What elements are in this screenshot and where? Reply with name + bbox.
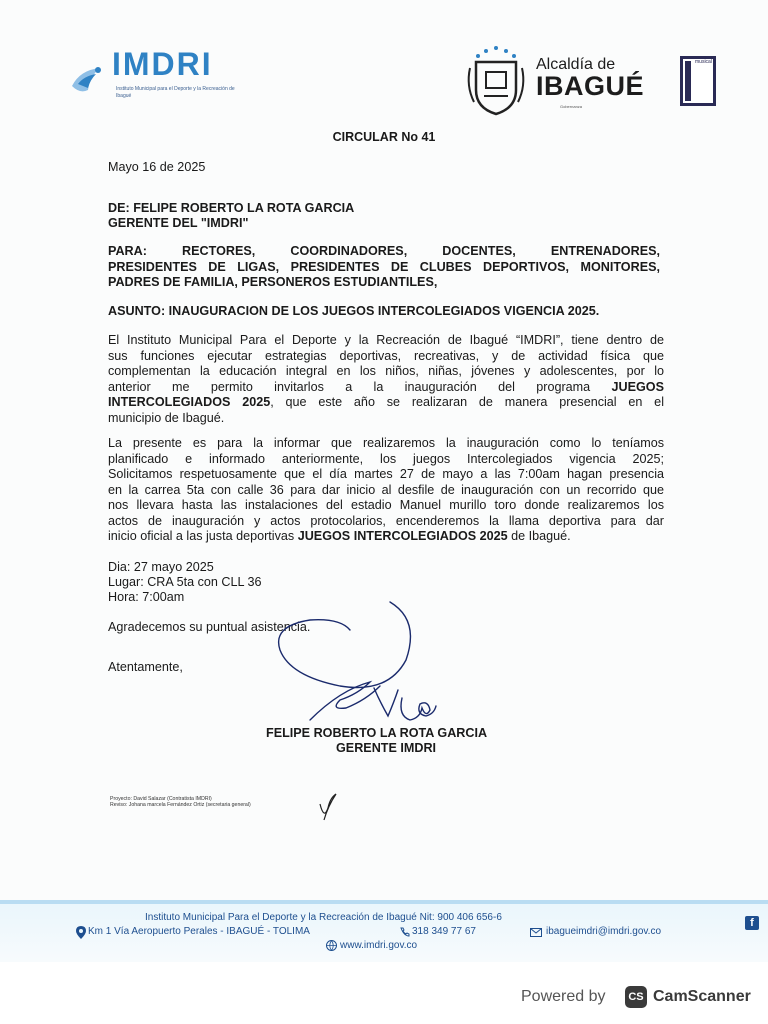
paragraph-line: Solicitamos respetuosamente que el día martes 27 de mayo a las 7:00am hagan presencia [108,467,664,481]
alcaldia-logo [462,40,662,120]
badge-stripe [685,61,691,101]
footer-email-link[interactable]: ibagueimdri@imdri.gov.co [546,926,662,937]
badge-label: musical [695,59,712,65]
paragraph-text: inicio oficial a las justa deportivas [108,529,295,543]
paragraph-line [108,395,664,411]
drafted-by-note: Proyecto: David Salazar (Contratista IMDRI) [110,796,212,802]
recipients-line: PARA: RECTORES, COORDINADORES, DOCENTES, ENTRENADORES, [108,244,660,258]
footer-address: Km 1 Vía Aeropuerto Perales - IBAGUÉ - TOLIMA [88,926,310,937]
event-time: Hora: 7:00am [108,590,185,604]
recipients-line: PADRES DE FAMILIA, PERSONEROS ESTUDIANTILES, [108,275,438,289]
recipients-block [108,244,660,291]
circular-title: CIRCULAR No 41 [332,130,436,144]
imdri-logo [70,44,240,114]
signer-role: GERENTE IMDRI [336,741,437,755]
event-place: Lugar: CRA 5ta con CLL 36 [108,575,262,589]
paragraph-line: La presente es para la informar que realizaremos la inauguración como lo teníamos [108,436,664,450]
alcaldia-city-name: IBAGUÉ [536,71,645,101]
footer-website-link[interactable]: www.imdri.gov.co [340,940,418,951]
globe-icon [326,940,337,951]
facebook-icon[interactable]: f [745,916,759,930]
imdri-emblem-icon [70,64,106,98]
sender-line: DE: FELIPE ROBERTO LA ROTA GARCIA [108,201,355,215]
city-seal-icon [462,42,530,116]
handwritten-signature-icon [270,590,450,740]
thanks-line: Agradecemos su puntual asistencia. [108,620,311,634]
alcaldia-label: Alcaldía de [536,56,616,73]
imdri-wordmark: IMDRI [112,46,213,82]
signer-name: FELIPE ROBERTO LA ROTA GARCIA [266,726,488,740]
program-name-bold: INTERCOLEGIADOS 2025 [108,395,271,409]
recipients-line: PRESIDENTES DE LIGAS, PRESIDENTES DE CLUBES DEPORTIVOS, MONITORES, [108,259,660,274]
footer-phone[interactable]: 318 349 77 67 [412,926,476,937]
alcaldia-subtitle: Gobernanza [560,104,583,109]
powered-by-label: Powered by [521,988,606,1005]
letter-date: Mayo 16 de 2025 [108,160,206,174]
paragraph-line [108,380,664,396]
closing-line: Atentamente, [108,660,183,674]
mail-icon [530,928,542,937]
camscanner-logo-icon: CS [625,986,647,1008]
paragraph-line [108,529,664,545]
initials-mark-icon [314,790,344,824]
footer-institute: Instituto Municipal Para el Deporte y la Recreación de Ibagué Nit: 900 406 656-6 [145,912,502,923]
program-name-bold: JUEGOS [611,379,664,394]
paragraph-line: municipio de Ibagué. [108,410,225,425]
camscanner-brand: CamScanner [653,988,751,1005]
paragraph-text: anterior me permito invitarlos a la inauguración del programa [108,379,591,394]
secretaria-badge [680,56,716,106]
paragraph-line: El Instituto Municipal Para el Deporte y la Recreación de Ibagué “IMDRI”, tiene dentro de [108,333,664,347]
paragraph-line: actos de inauguración y actos protocolarios, encenderemos la llama deportiva para dar [108,513,664,528]
reviewed-by-note: Reviso: Johana marcela Fernández Ortiz (secretaria general) [110,802,251,808]
paragraph-intro [108,333,664,426]
paragraph-text: de Ibagué. [511,529,571,543]
paragraph-text: , que este año se realizaran de manera presencial en el [270,395,664,409]
paragraph-line: complementan la educación integral en los niños, niñas, jóvenes y adolescentes, por lo [108,364,664,378]
program-name-bold: JUEGOS INTERCOLEGIADOS 2025 [297,529,508,543]
event-date: Dia: 27 mayo 2025 [108,560,214,574]
subject-line: ASUNTO: INAUGURACION DE LOS JUEGOS INTERCOLEGIADOS VIGENCIA 2025. [108,304,600,318]
paragraph-line: en la carrea 5ta con calle 36 para dar inicio al desfile de inauguración con un recorrido que [108,482,664,497]
paragraph-details [108,436,664,545]
paragraph-line: nos llevara hasta las instalaciones del estadio Manuel murillo toro donde realizaremos los [108,498,664,512]
paragraph-line: planificado e informado anteriormente, los juegos Intercolegiados vigencia 2025; [108,451,664,466]
location-pin-icon [76,926,86,939]
imdri-tagline: Instituto Municipal para el Deporte y la Recreación de Ibagué [116,86,235,99]
paragraph-line: sus funciones ejecutar estrategias deportivas, recreativas, y de actividad física que [108,348,664,363]
sender-role: GERENTE DEL "IMDRI" [108,216,249,230]
phone-icon [400,927,410,937]
